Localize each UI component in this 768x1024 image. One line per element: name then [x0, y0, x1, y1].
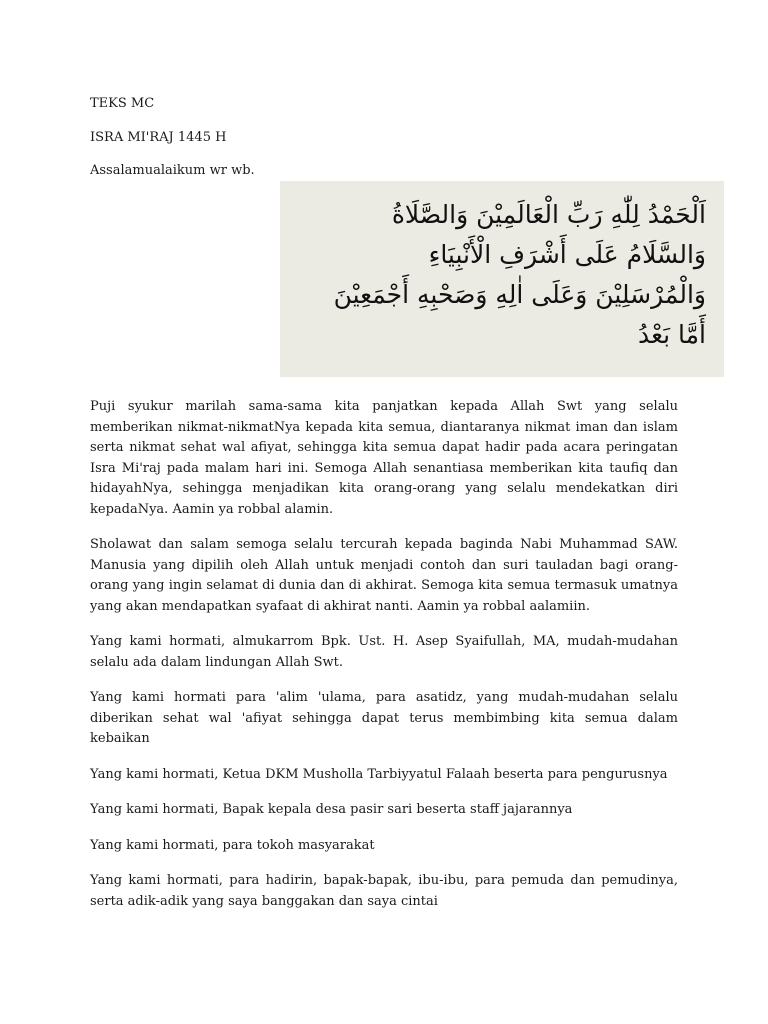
arabic-line: وَالْمُرْسَلِيْنَ وَعَلَى اٰلِهِ وَصَحْبِهِ أَجْمَعِيْنَ [333, 280, 706, 309]
paragraph-greeting-dkm: Yang kami hormati, Ketua DKM Musholla Tarbiyyatul Falaah beserta para pengurusnya [90, 766, 668, 782]
paragraph-greeting-village-head: Yang kami hormati, Bapak kepala desa pasir sari beserta staff jajarannya [90, 802, 573, 817]
document-body [90, 397, 678, 927]
paragraph-opening-praise: Puji syukur marilah sama-sama kita panjatkan kepada Allah Swt yang selalu memberikan nikmat-nikmatNya kepada kita semua, diantaranya nikmat iman dan islam serta nikmat sehat wal afiyat, sehingga kita semua dapat hadir pada acara peringatan Isra Mi'raj pada malam hari ini. Semoga Allah senantiasa memberikan kita taufiq dan hidayahNya, sehingga menjadikan kita orang-orang yang selalu mendekatkan diri kepadaNya. Aamin ya robbal alamin. [90, 399, 678, 517]
arabic-line: اَلْحَمْدُ لِلّٰهِ رَبِّ الْعَالَمِيْنَ وَالصَّلَاةُ [391, 200, 706, 229]
paragraph-greeting-audience: Yang kami hormati, para hadirin, bapak-bapak, ibu-ibu, para pemuda dan pemudinya, serta adik-adik yang saya banggakan dan saya cintai [90, 873, 678, 909]
paragraph-greeting-ustadz: Yang kami hormati, almukarrom Bpk. Ust. H. Asep Syaifullah, MA, mudah-mudahan selalu ada dalam lindungan Allah Swt. [90, 634, 678, 670]
paragraph-greeting-community-leaders: Yang kami hormati, para tokoh masyarakat [90, 837, 375, 853]
document-title: TEKS MC [90, 96, 155, 111]
arabic-opening-image [280, 181, 724, 377]
paragraph-greeting-ulama: Yang kami hormati para 'alim 'ulama, para asatidz, yang mudah-mudahan selalu diberikan sehat wal 'afiyat sehingga dapat terus membimbing kita semua dalam kebaikan [90, 690, 678, 746]
paragraph-sholawat: Sholawat dan salam semoga selalu tercurah kepada baginda Nabi Muhammad SAW. Manusia yang dipilih oleh Allah untuk menjadi contoh dan suri tauladan bagi orang-orang yang ingin selamat di dunia dan di akhirat. Semoga kita semua termasuk umatnya yang akan mendapatkan syafaat di akhirat nanti. Aamin ya robbal aalamiin. [90, 537, 678, 614]
document-subtitle: ISRA MI'RAJ 1445 H [90, 130, 227, 145]
greeting-text: Assalamualaikum wr wb. [90, 163, 255, 178]
arabic-line: أَمَّا بَعْدُ [637, 320, 706, 349]
arabic-line: وَالسَّلَامُ عَلَى أَشْرَفِ الْأَنْبِيَاءِ [428, 240, 706, 269]
